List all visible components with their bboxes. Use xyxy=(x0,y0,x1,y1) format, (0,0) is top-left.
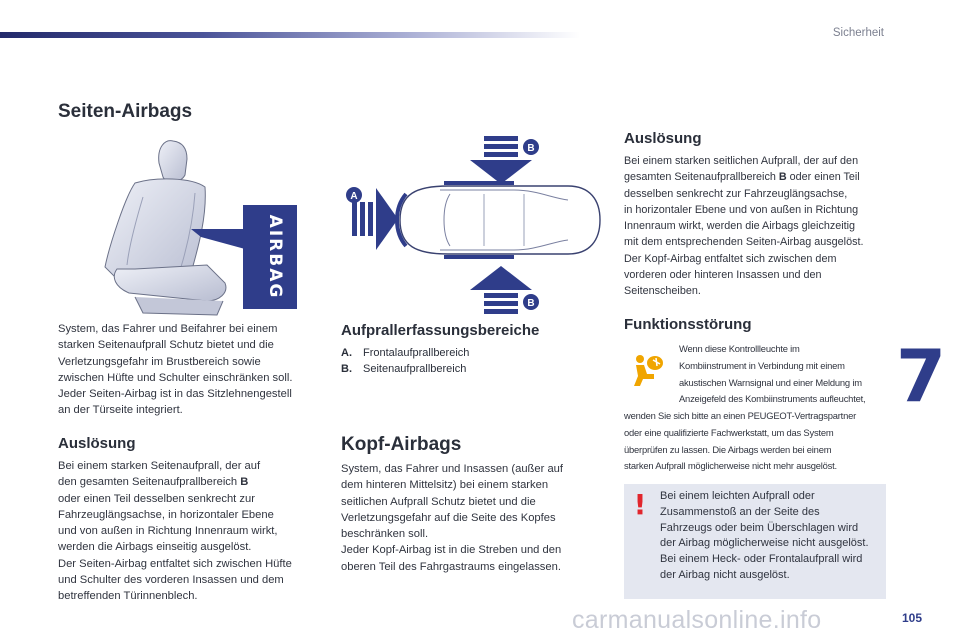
page-number: 105 xyxy=(901,611,922,625)
zone-legend xyxy=(341,346,469,377)
title-ausloesung-right: Auslösung xyxy=(624,130,702,147)
watermark: carmanualsonline.info xyxy=(572,606,822,634)
marker-a: A xyxy=(350,191,358,202)
marker-b-bottom: B xyxy=(527,298,535,309)
intro-text: System, das Fahrer und Beifahrer bei einem starken Seitenaufprall Schutz bietet und die Verletzungsgefahr im Brustbereich sowie zwischen Hüfte und Schulter einschränken soll. Jeder Seiten-Airbag ist in das Sitzlehnengestell an der Türseite integriert. xyxy=(58,323,293,417)
title-funktionsstoerung: Funktionsstörung xyxy=(624,316,752,333)
header-bar xyxy=(0,32,580,38)
marker-b-top: B xyxy=(527,143,535,154)
title-kopf-airbags: Kopf-Airbags xyxy=(341,434,462,455)
section-title: Sicherheit xyxy=(832,27,884,39)
zone-item: B. Seitenaufprallbereich xyxy=(341,362,467,375)
ausloesung-left-text: Bei einem starken Seitenaufprall, der auf den gesamten Seitenaufprallbereich B oder einen Teil desselben senkrecht zur Fahrzeuglängsachse, in horizontaler Ebene und von außen in Richtung Innenraum wirkt, werden die Airbags einseitig ausgelöst. Der Seiten-Airbag entfaltet sich zwischen Hüfte und Schulter des vorderen Insassen und dem betreffenden Türinnenblech. xyxy=(58,460,292,603)
ausloesung-right-text: Bei einem starken seitlichen Aufprall, der auf den gesamten Seitenaufprallbereich B oder einen Teil desselben senkrecht zur Fahrzeuglängsachse, in horizontaler Ebene und von außen in Richtung Innenraum wirkt, werden die Airbags gleichzeitig mit dem entsprechenden Seiten-Airbag ausgelöst. Der Kopf-Airbag entfaltet sich zwischen dem vorderen oder hinteren Insassen und den Seitenscheiben. xyxy=(624,155,864,298)
title-seiten-airbags: Seiten-Airbags xyxy=(58,101,193,122)
note-text: Bei einem leichten Aufprall oder Zusammenstoß an der Seite des Fahrzeugs oder beim Überschlagen wird der Airbag möglicherweise nicht ausgelöst. Bei einem Heck- oder Frontalaufprall wird der Airbag nicht ausgelöst. xyxy=(660,490,869,581)
exclamation-icon: ! xyxy=(633,488,647,521)
arrow-side-top xyxy=(470,136,535,184)
stoerung-text-indented: Wenn diese Kontrollleuchte im Kombiinstrument in Verbindung mit einem akustischen Warnsignal und einer Meldung im Anzeigefeld des Kombiinstruments aufleuchtet, xyxy=(679,343,866,405)
note-box xyxy=(624,484,886,599)
stoerung-text: wenden Sie sich bitte an einen PEUGEOT-Vertragspartner oder eine qualifizierte Fachwerkstatt, um das System überprüfen zu lassen. Die Airbags werden bei einem starken Aufprall möglicherweise nicht mehr ausgelöst. xyxy=(624,410,857,472)
seat-illustration xyxy=(95,137,305,317)
title-ausloesung-left: Auslösung xyxy=(58,435,136,452)
arrow-side-bottom xyxy=(470,266,535,314)
airbag-label: AIRBAG xyxy=(265,214,285,300)
kopf-text: System, das Fahrer und Insassen (außer auf dem hinteren Mittelsitz) bei einem starken seitlichen Aufprall Schutz bietet und die Verletzungsgefahr auf die Seite des Kopfes beschränken soll. Jeder Kopf-Airbag ist in die Streben und den oberen Teil des Fahrgastraums eingelassen. xyxy=(341,463,563,573)
zone-item: A. Frontalaufprallbereich xyxy=(341,347,470,359)
airbag-warning-icon xyxy=(630,352,666,388)
title-aufprallerfassungsbereiche: Aufprallerfassungsbereiche xyxy=(341,322,540,339)
chapter-number: 7 xyxy=(896,334,947,418)
impact-zone-diagram xyxy=(338,128,610,322)
